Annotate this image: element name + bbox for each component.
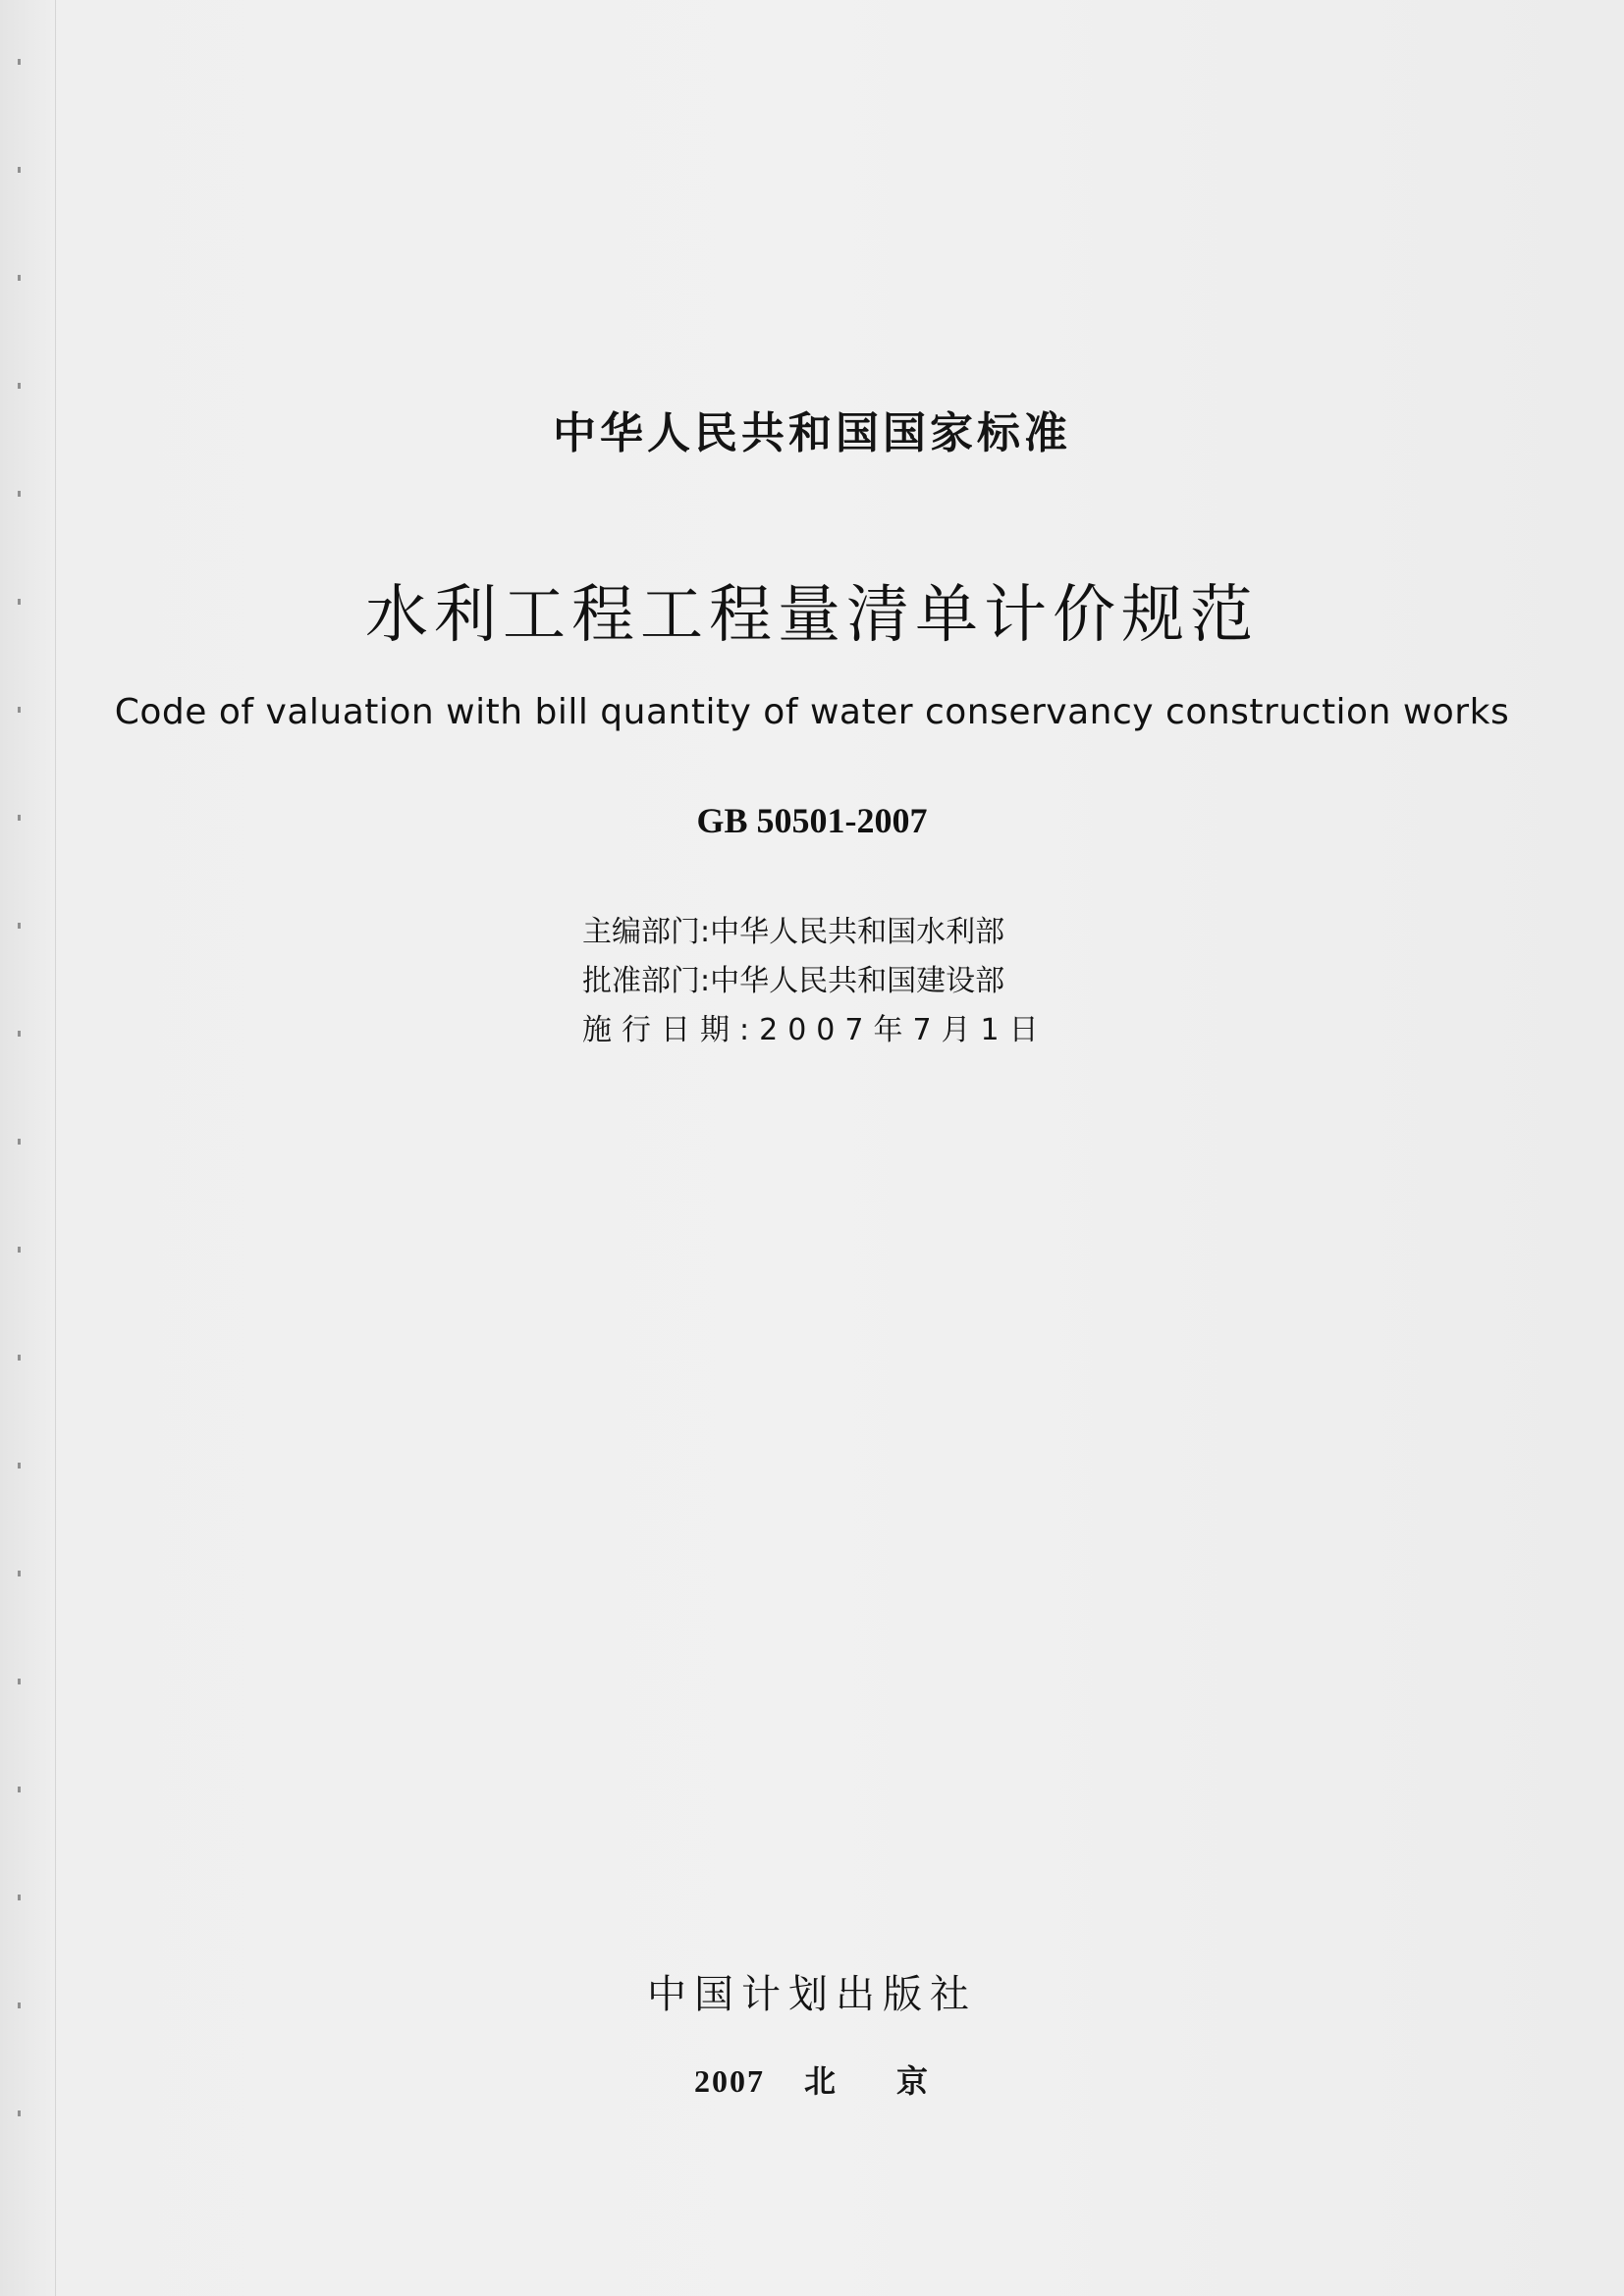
standard-code: GB 50501-2007 [696, 801, 928, 840]
effective-date: 施行日期:2007年7月1日 [582, 1013, 1049, 1047]
approval-department: 批准部门:中华人民共和国建设部 [582, 964, 1005, 998]
binding-edge-marks [18, 59, 21, 2169]
publication-city-part-2: 京 [896, 2063, 931, 2099]
publisher-name: 中国计划出版社 [647, 1972, 977, 2017]
editor-department: 主编部门:中华人民共和国水利部 [582, 915, 1005, 949]
title-chinese: 水利工程工程量清单计价规范 [365, 579, 1259, 652]
title-english: Code of valuation with bill quantity of water conservancy construction works [114, 692, 1510, 732]
publication-city-part-1: 北 [803, 2063, 838, 2099]
series-heading: 中华人民共和国国家标准 [553, 408, 1071, 458]
publication-year: 2007 [693, 2063, 765, 2099]
binding-line [55, 0, 56, 2296]
publication-year-place [0, 2056, 1624, 2102]
meta-block [582, 908, 1049, 1055]
